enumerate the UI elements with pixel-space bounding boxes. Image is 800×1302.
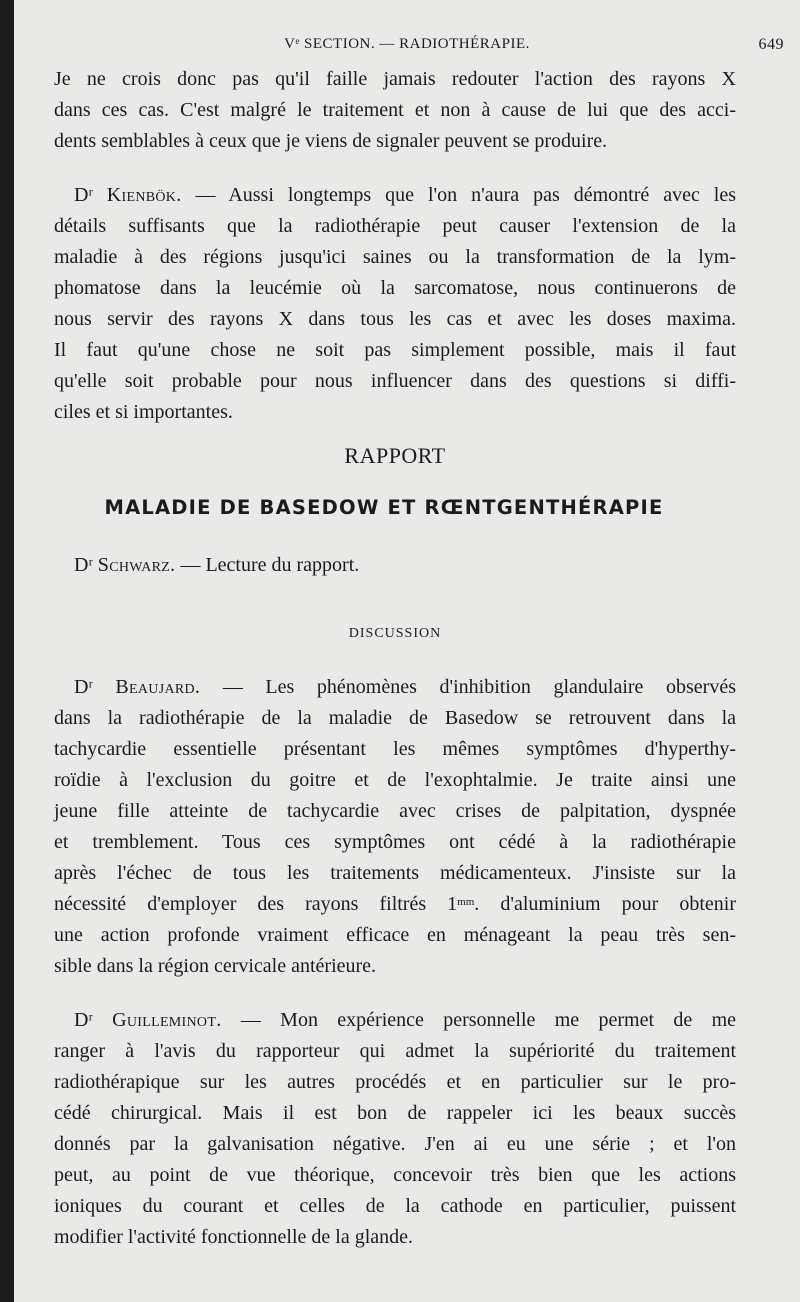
speaker-text: — Mon expérience personnelle me permet de me	[221, 1009, 737, 1031]
speaker-name: Guilleminot.	[112, 1009, 222, 1031]
text-line: une action profonde vraiment efficace en ménageant la peau très sen-	[54, 924, 736, 946]
text-line: jeune fille atteinte de tachycardie avec crises de palpitation, dyspnée	[54, 800, 736, 822]
text-line: donnés par la galvanisation négative. J'en ai eu une série ; et l'on	[54, 1133, 736, 1155]
text-line: dents semblables à ceux que je viens de signaler peuvent se produire.	[54, 130, 608, 152]
speaker-text: — Aussi longtemps que l'on n'aura pas démontré avec les	[181, 184, 736, 206]
text-line: après l'échec de tous les traitements médicamenteux. J'insiste sur la	[54, 862, 736, 884]
text-line: tachycardie essentielle présentant les mêmes symptômes d'hyperthy-	[54, 738, 736, 760]
speaker-name: Schwarz.	[97, 554, 176, 576]
speaker-name: Kienbök.	[106, 184, 182, 206]
text-line: détails suffisants que la radiothérapie peut causer l'extension de la	[54, 215, 736, 237]
rapport-heading: RAPPORT	[344, 443, 446, 468]
paragraph-schwarz	[74, 550, 736, 581]
speaker-title: Dʳ	[74, 554, 93, 576]
text-line: phomatose dans la leucémie où la sarcomatose, nous continuerons de	[54, 277, 736, 299]
text-line: Il faut qu'une chose ne soit pas simplement possible, mais il faut	[54, 339, 736, 361]
text-line: sible dans la région cervicale antérieure.	[54, 955, 377, 977]
text-line	[74, 180, 736, 211]
text-line: roïdie à l'exclusion du goitre et de l'exophtalmie. Je traite ainsi une	[54, 769, 736, 791]
main-heading: MALADIE DE BASEDOW ET RŒNTGENTHÉRAPIE	[104, 496, 664, 519]
speaker-name: Beaujard.	[115, 676, 201, 698]
running-header	[14, 36, 800, 58]
text-line: et tremblement. Tous ces symptômes ont cédé à la radiothérapie	[54, 831, 736, 853]
text-line: dans la radiothérapie de la maladie de Basedow se retrouvent dans la	[54, 707, 736, 729]
text-line: qu'elle soit probable pour nous influencer dans des questions si diffi-	[54, 370, 736, 392]
text-line: modifier l'activité fonctionnelle de la glande.	[54, 1226, 414, 1248]
text-line: ciles et si importantes.	[54, 401, 233, 423]
speaker-text: — Lecture du rapport.	[175, 554, 360, 576]
speaker-text: — Les phénomènes d'inhibition glandulaire observés	[200, 676, 736, 698]
text-line	[74, 1005, 736, 1036]
page-number: 649	[758, 36, 784, 53]
text-line: nous servir des rayons X dans tous les cas et avec les doses maxima.	[54, 308, 736, 330]
text-line: radiothérapique sur les autres procédés et en particulier sur le pro-	[54, 1071, 736, 1093]
speaker-title: Dʳ	[74, 184, 93, 206]
speaker-title: Dʳ	[74, 676, 93, 698]
discussion-heading: DISCUSSION	[348, 626, 442, 641]
text-line: maladie à des régions jusqu'ici saines ou la transformation de la lym-	[54, 246, 736, 268]
book-page	[14, 0, 800, 1302]
unit-superscript: mm	[457, 896, 475, 908]
text-line: Je ne crois donc pas qu'il faille jamais redouter l'action des rayons X	[54, 68, 736, 90]
speaker-title: Dʳ	[74, 1009, 93, 1031]
text-line	[74, 672, 736, 703]
text-line: cédé chirurgical. Mais il est bon de rappeler ici les beaux succès	[54, 1102, 736, 1124]
text-line: peut, au point de vue théorique, concevoir très bien que les actions	[54, 1164, 736, 1186]
text-line: dans ces cas. C'est malgré le traitement et non à cause de lui que des acci-	[54, 99, 736, 121]
section-title: Vᵉ SECTION. — RADIOTHÉRAPIE.	[284, 36, 530, 52]
text-fragment: nécessité d'employer des rayons filtrés 1	[54, 893, 458, 915]
text-line: ranger à l'avis du rapporteur qui admet la supériorité du traitement	[54, 1040, 736, 1062]
text-line: ioniques du courant et celles de la cathode en particulier, puissent	[54, 1195, 736, 1217]
text-fragment: . d'aluminium pour obtenir	[474, 893, 736, 915]
text-line	[54, 889, 736, 920]
